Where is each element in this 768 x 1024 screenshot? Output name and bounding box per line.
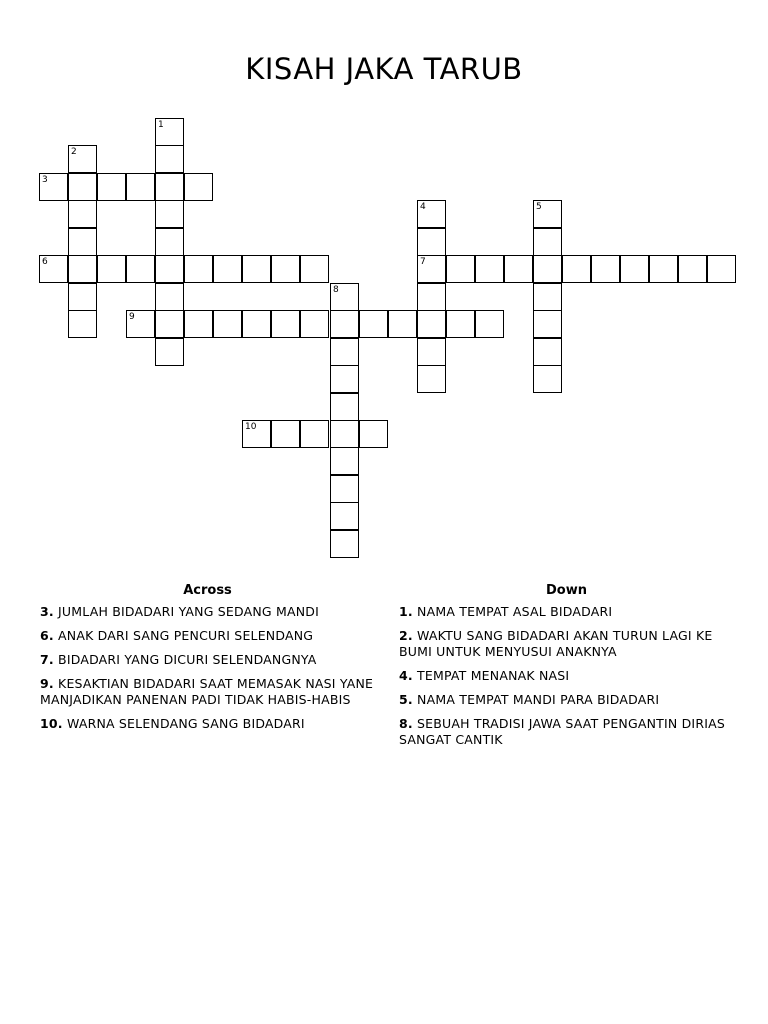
grid-cell[interactable]: [155, 145, 184, 173]
grid-cell[interactable]: [620, 255, 649, 283]
grid-cell[interactable]: [330, 530, 359, 558]
grid-cell[interactable]: [417, 283, 446, 311]
across-clue-3: 3. JUMLAH BIDADARI YANG SEDANG MANDI: [40, 604, 319, 619]
grid-cell[interactable]: [330, 393, 359, 421]
grid-cell[interactable]: [184, 310, 213, 338]
grid-cell[interactable]: [242, 310, 271, 338]
down-clue-2: 2. WAKTU SANG BIDADARI AKAN TURUN LAGI KE BUMI UNTUK MENYUSUI ANAKNYA: [399, 628, 713, 659]
grid-cell-start-4[interactable]: [417, 200, 446, 228]
down-clues: [399, 583, 739, 756]
grid-cell[interactable]: [213, 310, 242, 338]
grid-cell[interactable]: [97, 173, 126, 201]
clue-number: 5: [536, 202, 542, 212]
across-clues: [40, 583, 380, 740]
grid-cell-start-8[interactable]: [330, 283, 359, 311]
grid-cell[interactable]: [649, 255, 678, 283]
grid-cell[interactable]: [330, 420, 359, 448]
grid-cell[interactable]: [330, 475, 359, 503]
grid-cell[interactable]: [213, 255, 242, 283]
grid-cell-start-10[interactable]: [242, 420, 271, 448]
grid-cell[interactable]: [446, 255, 475, 283]
grid-cell[interactable]: [68, 255, 97, 283]
grid-cell[interactable]: [271, 310, 300, 338]
grid-cell[interactable]: [271, 420, 300, 448]
grid-cell[interactable]: [68, 200, 97, 228]
grid-cell-start-9[interactable]: [126, 310, 155, 338]
grid-cell[interactable]: [330, 338, 359, 366]
grid-cell[interactable]: [68, 283, 97, 311]
grid-cell[interactable]: [300, 310, 329, 338]
down-clue-8: 8. SEBUAH TRADISI JAWA SAAT PENGANTIN DIRIAS SANGAT CANTIK: [399, 716, 725, 747]
grid-cell[interactable]: [475, 310, 504, 338]
grid-cell[interactable]: [155, 310, 184, 338]
grid-cell-start-5[interactable]: [533, 200, 562, 228]
across-heading: Across: [183, 583, 232, 598]
down-heading: Down: [546, 583, 587, 598]
grid-cell[interactable]: [155, 283, 184, 311]
grid-cell[interactable]: [533, 283, 562, 311]
grid-cell[interactable]: [707, 255, 736, 283]
grid-cell[interactable]: [533, 255, 562, 283]
grid-cell[interactable]: [417, 365, 446, 393]
clue-number: 4: [420, 202, 426, 212]
grid-cell[interactable]: [417, 310, 446, 338]
grid-cell[interactable]: [330, 447, 359, 475]
grid-cell[interactable]: [155, 200, 184, 228]
clue-number: 7: [420, 257, 426, 267]
grid-cell[interactable]: [184, 173, 213, 201]
across-clue-10: 10. WARNA SELENDANG SANG BIDADARI: [40, 716, 305, 731]
down-clue-1: 1. NAMA TEMPAT ASAL BIDADARI: [399, 604, 613, 619]
grid-cell[interactable]: [126, 173, 155, 201]
grid-cell[interactable]: [155, 228, 184, 256]
grid-cell[interactable]: [68, 310, 97, 338]
grid-cell[interactable]: [504, 255, 533, 283]
across-clue-9: 9. KESAKTIAN BIDADARI SAAT MEMASAK NASI YANE MANJADIKAN PANENAN PADI TIDAK HABIS-HABIS: [40, 676, 374, 707]
clue-number: 1: [158, 120, 164, 130]
grid-cell[interactable]: [97, 255, 126, 283]
grid-cell[interactable]: [330, 310, 359, 338]
grid-cell-start-2[interactable]: [68, 145, 97, 173]
across-clue-6: 6. ANAK DARI SANG PENCURI SELENDANG: [40, 628, 314, 643]
grid-cell[interactable]: [446, 310, 475, 338]
grid-cell[interactable]: [155, 255, 184, 283]
grid-cell-start-6[interactable]: [39, 255, 68, 283]
grid-cell[interactable]: [591, 255, 620, 283]
clue-number: 6: [42, 257, 48, 267]
grid-cell[interactable]: [359, 420, 388, 448]
grid-cell[interactable]: [533, 338, 562, 366]
grid-cell[interactable]: [417, 228, 446, 256]
grid-cell[interactable]: [68, 173, 97, 201]
grid-cell[interactable]: [562, 255, 591, 283]
across-clue-7: 7. BIDADARI YANG DICURI SELENDANGNYA: [40, 652, 317, 667]
grid-cell[interactable]: [300, 420, 329, 448]
clue-number: 3: [42, 175, 48, 185]
grid-cell[interactable]: [388, 310, 417, 338]
grid-cell[interactable]: [242, 255, 271, 283]
grid-cell[interactable]: [533, 310, 562, 338]
grid-cell[interactable]: [330, 502, 359, 530]
grid-cell[interactable]: [184, 255, 213, 283]
grid-cell[interactable]: [533, 228, 562, 256]
down-clue-5: 5. NAMA TEMPAT MANDI PARA BIDADARI: [399, 692, 660, 707]
grid-cell[interactable]: [300, 255, 329, 283]
grid-cell[interactable]: [533, 365, 562, 393]
grid-cell-start-7[interactable]: [417, 255, 446, 283]
grid-cell[interactable]: [330, 365, 359, 393]
grid-cell[interactable]: [126, 255, 155, 283]
grid-cell[interactable]: [271, 255, 300, 283]
grid-cell[interactable]: [359, 310, 388, 338]
grid-cell[interactable]: [155, 173, 184, 201]
clue-number: 10: [245, 422, 257, 432]
grid-cell[interactable]: [68, 228, 97, 256]
clue-number: 9: [129, 312, 135, 322]
grid-cell[interactable]: [475, 255, 504, 283]
grid-cell[interactable]: [155, 338, 184, 366]
down-clue-4: 4. TEMPAT MENANAK NASI: [399, 668, 570, 683]
puzzle-title: KISAH JAKA TARUB: [245, 52, 523, 86]
grid-cell[interactable]: [417, 338, 446, 366]
grid-cell[interactable]: [678, 255, 707, 283]
clue-number: 2: [71, 147, 77, 157]
clue-number: 8: [333, 285, 339, 295]
grid-cell-start-1[interactable]: [155, 118, 184, 146]
grid-cell-start-3[interactable]: [39, 173, 68, 201]
